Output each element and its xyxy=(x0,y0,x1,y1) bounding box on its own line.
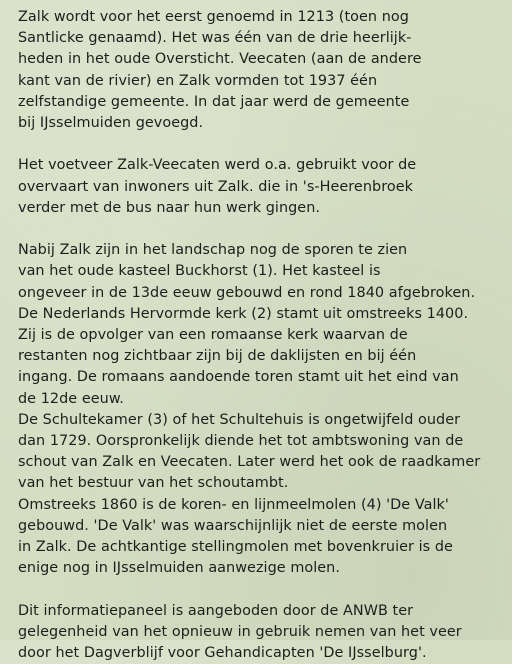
text-line: Santlicke genaamd). Het was één van de drie heerlijk- xyxy=(18,30,412,47)
text-line: in Zalk. De achtkantige stellingmolen met bovenkruier is de xyxy=(18,539,453,556)
text-line: Nabij Zalk zijn in het landschap nog de sporen te zien xyxy=(18,242,408,259)
text-line: van het bestuur van het schoutambt. xyxy=(18,475,289,492)
text-line: Zij is de opvolger van een romaanse kerk waarvan de xyxy=(18,327,408,344)
paragraph-landmarks xyxy=(18,240,498,579)
text-line: bij IJsselmuiden gevoegd. xyxy=(18,115,204,132)
paragraph-gap xyxy=(18,134,498,155)
text-line: Zalk wordt voor het eerst genoemd in 1213 (toen nog xyxy=(18,9,409,25)
text-line: door het Dagverblijf voor Gehandicapten 'De IJsselburg'. xyxy=(18,645,427,662)
text-line: ongeveer in de 13de eeuw gebouwd en rond 1840 afgebroken. xyxy=(18,284,476,301)
text-line: verder met de bus naar hun werk gingen. xyxy=(18,199,321,216)
paragraph-gap xyxy=(18,579,498,600)
paragraph-history xyxy=(18,7,498,134)
text-line: De Nederlands Hervormde kerk (2) stamt uit omstreeks 1400. xyxy=(18,305,469,322)
text-line: kant van de rivier) en Zalk vormden tot 1937 één xyxy=(18,72,378,89)
text-line: Dit informatiepaneel is aangeboden door de ANWB ter xyxy=(18,602,414,619)
paragraph-sponsor xyxy=(18,601,498,664)
text-line: heden in het oude Oversticht. Veecaten (aan de andere xyxy=(18,51,422,68)
paragraph-ferry xyxy=(18,155,498,219)
text-line: de 12de eeuw. xyxy=(18,390,124,407)
text-line: De Schultekamer (3) of het Schultehuis is ongetwijfeld ouder xyxy=(18,411,461,428)
text-line: schout van Zalk en Veecaten. Later werd het ook de raadkamer xyxy=(18,454,481,471)
text-line: Omstreeks 1860 is de koren- en lijnmeelmolen (4) 'De Valk' xyxy=(18,496,449,513)
text-line: restanten nog zichtbaar zijn bij de daklijsten en bij één xyxy=(18,348,417,365)
text-line: ingang. De romaans aandoende toren stamt uit het eind van xyxy=(18,369,459,386)
text-line: gelegenheid van het opnieuw in gebruik nemen van het veer xyxy=(18,623,462,640)
text-line: Het voetveer Zalk-Veecaten werd o.a. gebruikt voor de xyxy=(18,157,417,174)
text-line: gebouwd. 'De Valk' was waarschijnlijk niet de eerste molen xyxy=(18,517,448,534)
text-line: overvaart van inwoners uit Zalk. die in 's-Heerenbroek xyxy=(18,178,413,195)
text-line: van het oude kasteel Buckhorst (1). Het kasteel is xyxy=(18,263,381,280)
text-line: enige nog in IJsselmuiden aanwezige molen. xyxy=(18,560,340,577)
text-line: dan 1729. Oorspronkelijk diende het tot ambtswoning van de xyxy=(18,433,464,450)
text-line: zelfstandige gemeente. In dat jaar werd de gemeente xyxy=(18,93,410,110)
paragraph-gap xyxy=(18,219,498,240)
